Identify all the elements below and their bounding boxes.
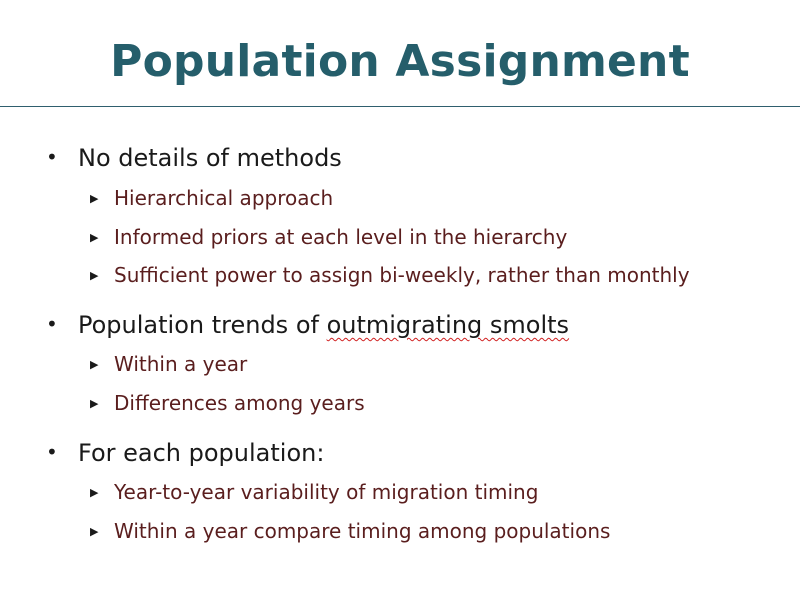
sub-bullet-text: Sufficient power to assign bi-weekly, rather than monthly [114, 263, 690, 287]
sub-bullet-item [90, 262, 690, 289]
triangle-bullet-icon: ▶ [90, 397, 99, 410]
bullet-item [46, 309, 569, 340]
slide-title[interactable]: Population Assignment [110, 36, 690, 87]
sub-bullet-text: Within a year [114, 352, 248, 376]
bullet-dot-icon: • [46, 312, 58, 336]
bullet-text: Population trends of [78, 311, 327, 339]
sub-bullet-item [90, 479, 538, 506]
sub-bullet-item [90, 518, 610, 545]
triangle-bullet-icon: ▶ [90, 486, 99, 499]
bullet-dot-icon: • [46, 440, 58, 464]
bullet-item [46, 142, 342, 173]
sub-bullet-text: Differences among years [114, 391, 365, 415]
sub-bullet-text: Within a year compare timing among populations [114, 519, 611, 543]
bullet-dot-icon: • [46, 145, 58, 169]
triangle-bullet-icon: ▶ [90, 231, 99, 244]
bullet-text: For each population: [78, 439, 325, 467]
bullet-text: No details of methods [78, 144, 342, 172]
sub-bullet-item [90, 351, 247, 378]
spellcheck-flagged-text[interactable]: outmigrating smolts [326, 311, 570, 339]
bullet-item [46, 437, 324, 468]
sub-bullet-text: Informed priors at each level in the hierarchy [114, 225, 568, 249]
sub-bullet-item [90, 390, 365, 417]
triangle-bullet-icon: ▶ [90, 192, 99, 205]
triangle-bullet-icon: ▶ [90, 525, 99, 538]
sub-bullet-item [90, 185, 333, 212]
triangle-bullet-icon: ▶ [90, 269, 99, 282]
sub-bullet-text: Year-to-year variability of migration timing [114, 480, 539, 504]
triangle-bullet-icon: ▶ [90, 358, 99, 371]
sub-bullet-text: Hierarchical approach [114, 186, 334, 210]
sub-bullet-item [90, 224, 567, 251]
